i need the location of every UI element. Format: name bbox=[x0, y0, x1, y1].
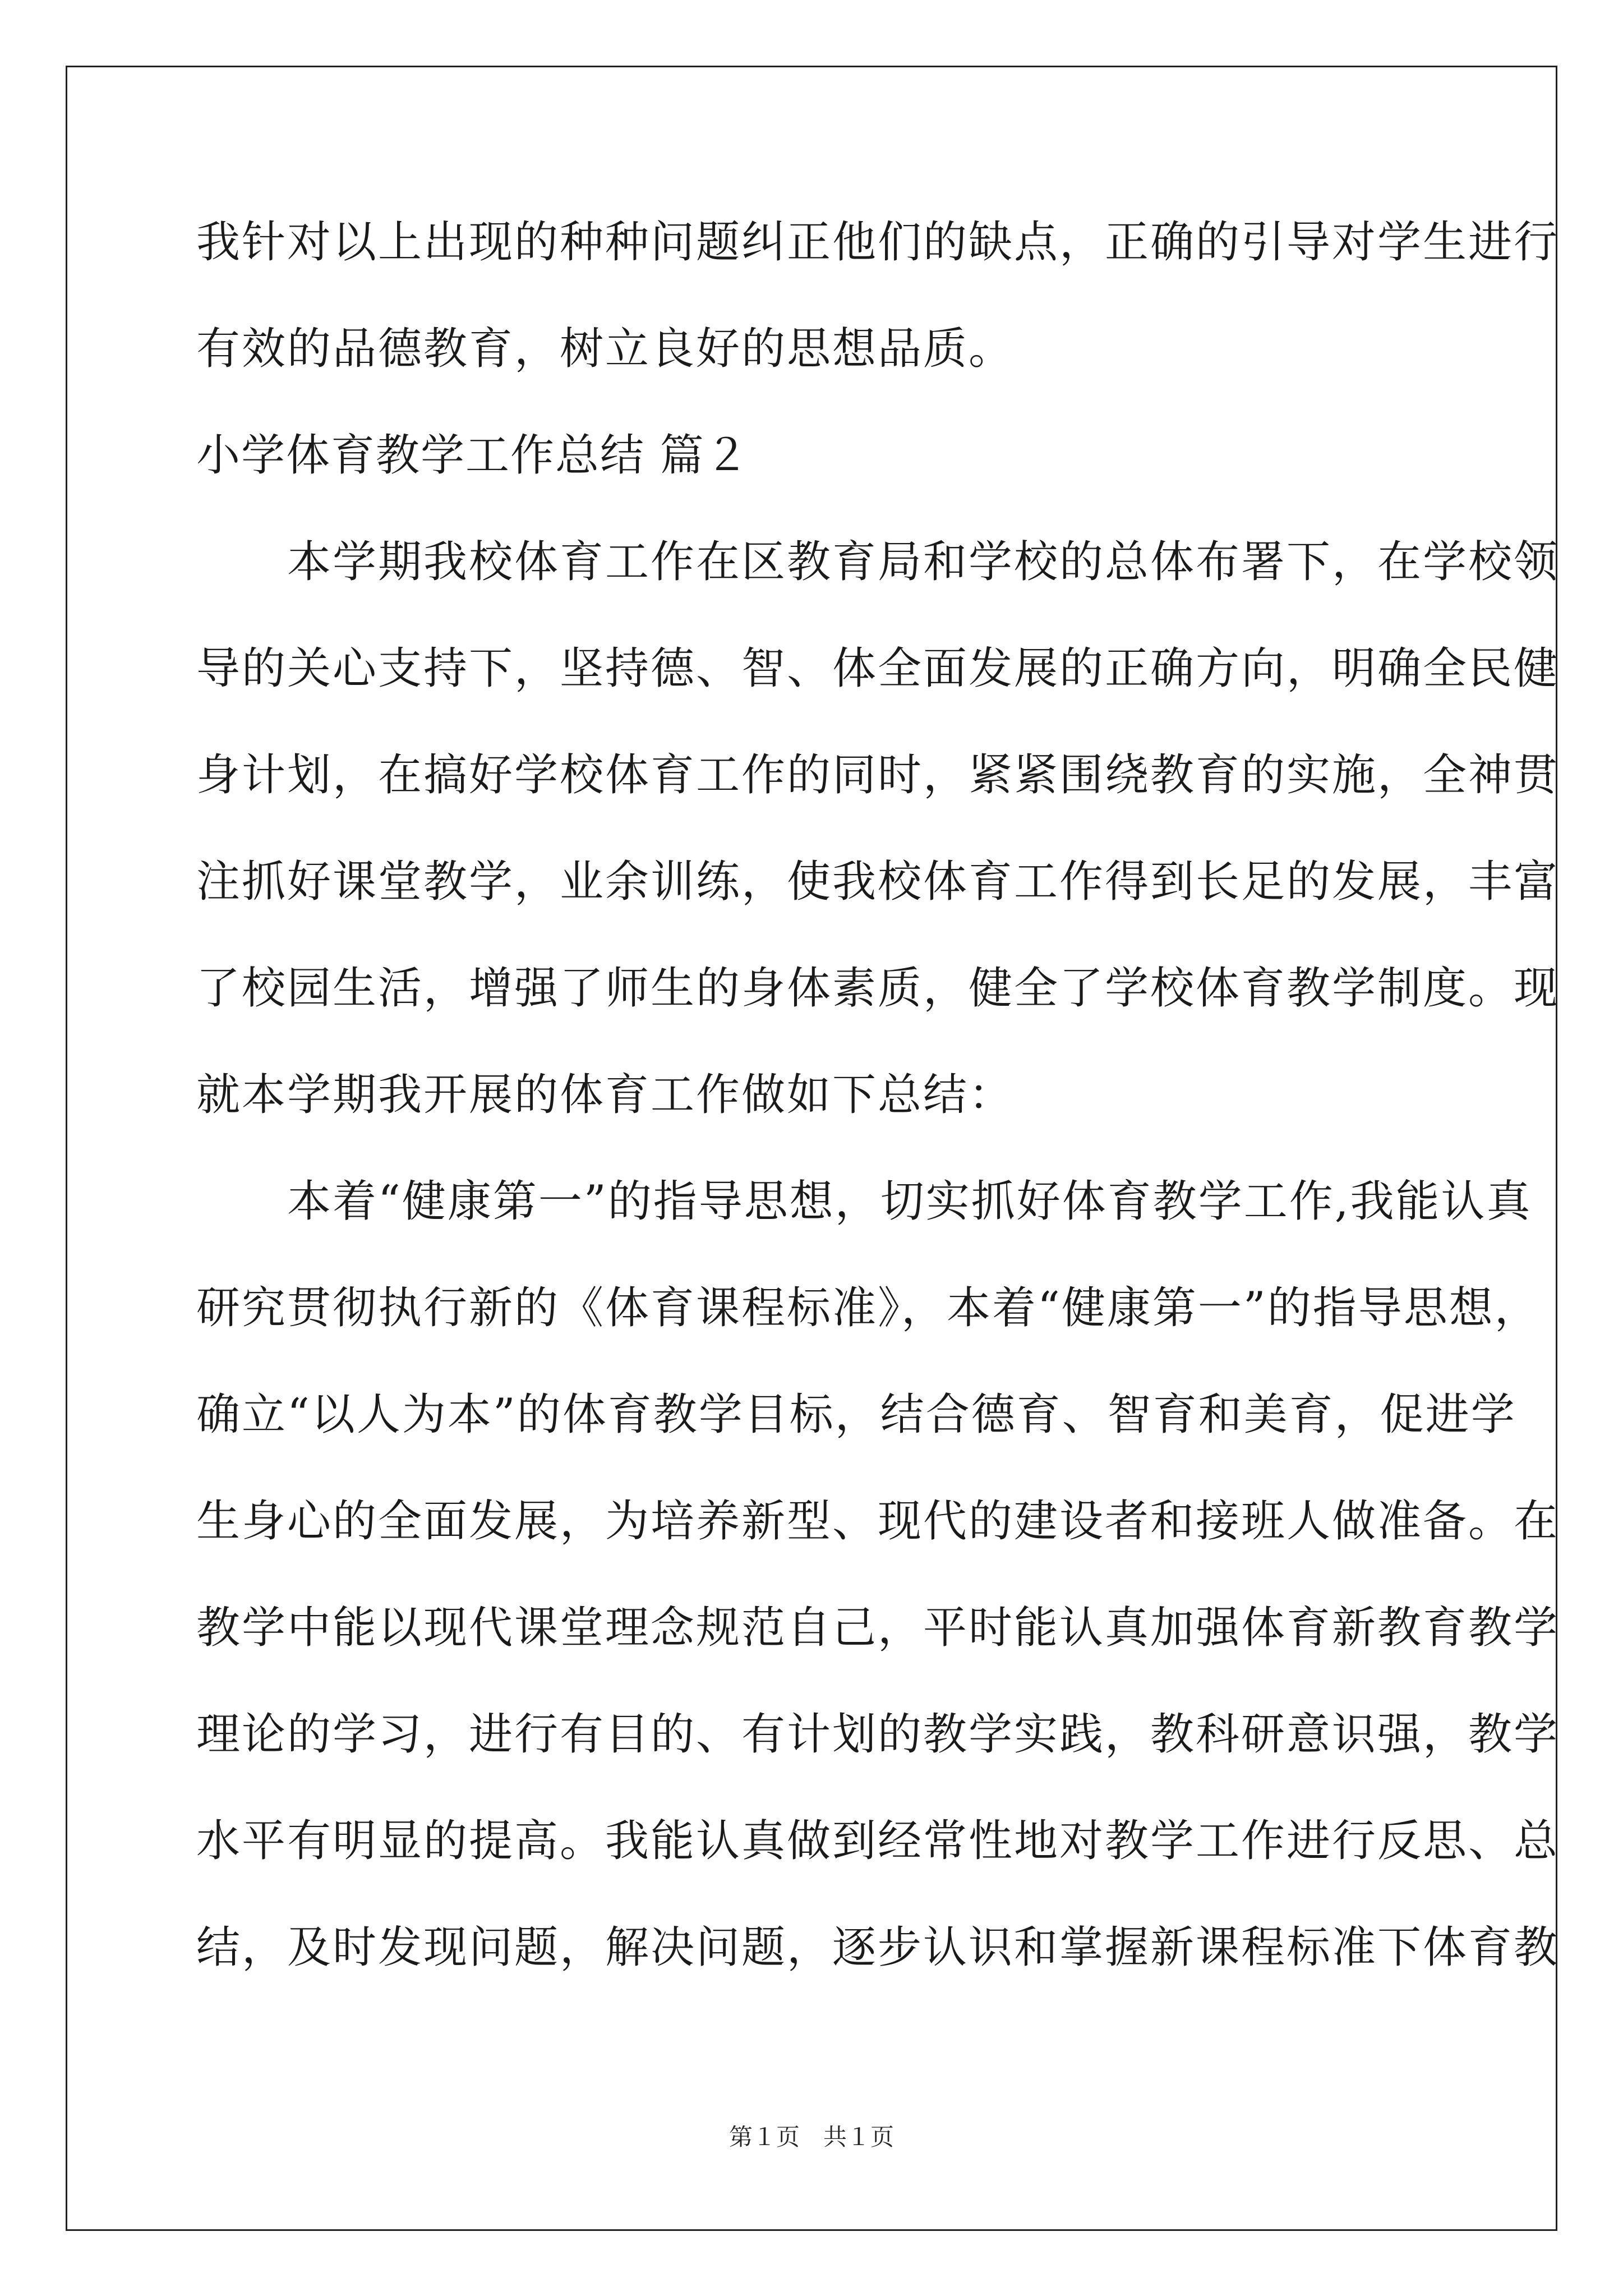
text-line: 教学中能以现代课堂理念规范自己，平时能认真加强体育新教育教学 bbox=[196, 1603, 1560, 1653]
text-line: 理论的学习，进行有目的、有计划的教学实践，教科研意识强，教学 bbox=[196, 1709, 1560, 1760]
text-line: 结，及时发现问题，解决问题，逐步认识和掌握新课程标准下体育教 bbox=[196, 1922, 1560, 1973]
section-heading: 小学体育教学工作总结 篇２ bbox=[196, 430, 750, 481]
text-line: 研究贯彻执行新的《体育课程标准》，本着“健康第一”的指导思想， bbox=[196, 1283, 1540, 1333]
text-line: 确立“以人为本”的体育教学目标，结合德育、智育和美育，促进学 bbox=[196, 1389, 1516, 1440]
text-line: 注抓好课堂教学，业余训练，使我校体育工作得到长足的发展，丰富 bbox=[196, 857, 1560, 907]
text-line: 生身心的全面发展，为培养新型、现代的建设者和接班人做准备。在 bbox=[196, 1496, 1560, 1547]
text-line: 本着“健康第一”的指导思想，切实抓好体育教学工作,我能认真 bbox=[196, 1176, 1532, 1227]
text-line: 导的关心支持下，坚持德、智、体全面发展的正确方向，明确全民健 bbox=[196, 643, 1560, 694]
page-number-footer: 第１页 共１页 bbox=[728, 2123, 894, 2151]
text-line: 本学期我校体育工作在区教育局和学校的总体布署下，在学校领 bbox=[196, 537, 1560, 587]
document-body bbox=[196, 217, 1560, 2032]
text-line: 水平有明显的提高。我能认真做到经常性地对教学工作进行反思、总 bbox=[196, 1816, 1560, 1866]
text-line: 就本学期我开展的体育工作做如下总结： bbox=[196, 1070, 1015, 1120]
text-line: 身计划，在搞好学校体育工作的同时，紧紧围绕教育的实施，全神贯 bbox=[196, 750, 1560, 800]
text-line: 我针对以上出现的种种问题纠正他们的缺点，正确的引导对学生进行 bbox=[196, 217, 1560, 268]
text-line: 有效的品德教育，树立良好的思想品质。 bbox=[196, 324, 1015, 374]
text-line: 了校园生活，增强了师生的身体素质，健全了学校体育教学制度。现 bbox=[196, 963, 1560, 1014]
